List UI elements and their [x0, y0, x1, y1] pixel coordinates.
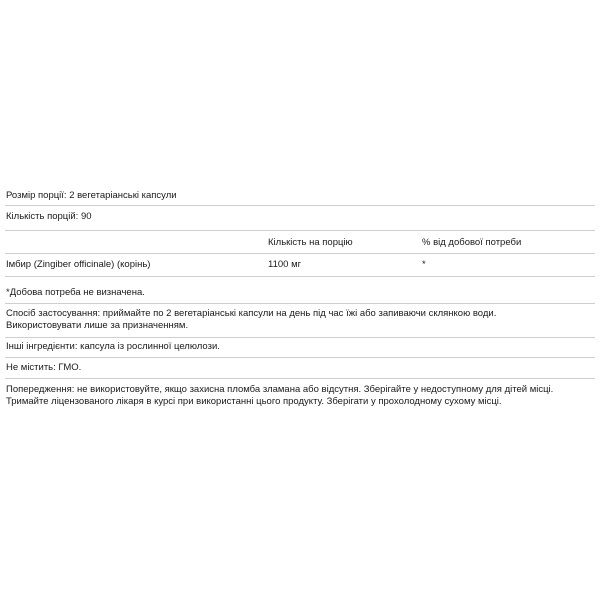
- table-row-amount: 1100 мг: [268, 259, 302, 270]
- divider: [5, 303, 595, 304]
- table-row-daily-value: *: [422, 259, 426, 270]
- other-ingredients: Інші інгредієнти: капсула із рослинної целюлози.: [6, 341, 220, 352]
- table-header-daily-value: % від добової потреби: [422, 237, 522, 248]
- divider: [5, 205, 595, 206]
- table-row-ingredient: Імбир (Zingiber officinale) (корінь): [6, 259, 151, 270]
- table-header-amount: Кількість на порцію: [268, 237, 353, 248]
- divider: [5, 357, 595, 358]
- servings-count: Кількість порцій: 90: [6, 211, 92, 222]
- warning-line2: Тримайте ліцензованого лікаря в курсі при використанні цього продукту. Зберігати у прохолодному сухому місці.: [6, 396, 502, 407]
- daily-value-note: *Добова потреба не визначена.: [6, 287, 145, 298]
- usage-instructions-line1: Спосіб застосування: приймайте по 2 вегетаріанські капсули на день під час їжі або запиваючи склянкою води.: [6, 308, 497, 319]
- warning-line1: Попередження: не використовуйте, якщо захисна пломба зламана або відсутня. Зберігайте у недоступному для дітей місці.: [6, 384, 554, 395]
- serving-size: Розмір порції: 2 вегетаріанські капсули: [6, 190, 177, 201]
- divider: [5, 253, 595, 254]
- divider: [5, 337, 595, 338]
- divider: [5, 378, 595, 379]
- divider: [5, 276, 595, 277]
- usage-instructions-line2: Використовувати лише за призначенням.: [6, 320, 189, 331]
- free-of: Не містить: ГМО.: [6, 362, 82, 373]
- divider: [5, 230, 595, 231]
